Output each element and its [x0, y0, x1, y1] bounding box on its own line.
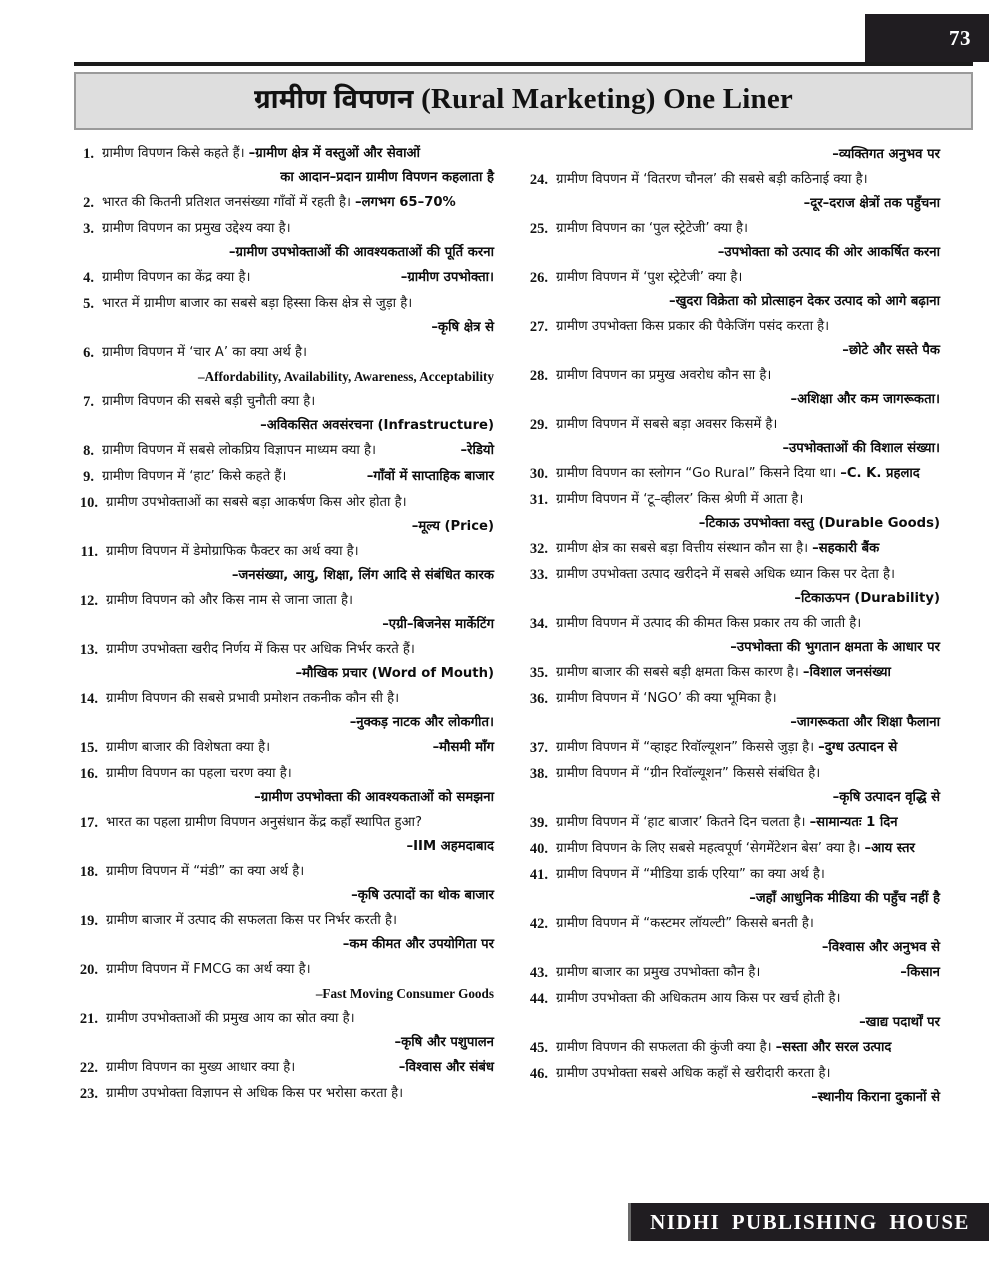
qa-entry [64, 1056, 494, 1080]
qa-body [106, 1082, 494, 1105]
qa-entry [64, 266, 494, 290]
qa-entry [64, 589, 494, 636]
qa-number: 39. [529, 815, 548, 831]
qa-entry [514, 961, 940, 985]
qa-number: 45. [529, 1040, 548, 1056]
qa-number: 6. [83, 345, 94, 361]
qa-line [556, 837, 940, 860]
qa-question: ग्रामीण विपणन का केंद्र क्या है। [102, 270, 251, 285]
qa-entry [64, 1082, 494, 1106]
qa-answer: –ग्रामीण उपभोक्ता। [400, 270, 494, 285]
qa-question: ग्रामीण विपणन की सफलता की कुंजी क्या है। [556, 1040, 772, 1055]
qa-number: 24. [529, 172, 548, 188]
qa-number: 11. [80, 544, 98, 560]
qa-entry [64, 736, 494, 760]
qa-entry [514, 863, 940, 910]
qa-question: ग्रामीण विपणन में ‘NGO’ की क्या भूमिका है। [556, 691, 777, 706]
qa-number: 36. [529, 691, 548, 707]
qa-number: 26. [529, 270, 548, 286]
qa-number: 40. [529, 841, 548, 857]
qa-question: ग्रामीण उपभोक्ता उत्पाद खरीदने में सबसे अधिक ध्यान किस पर देता है। [556, 567, 896, 582]
qa-entry [514, 364, 940, 411]
qa-number: 20. [79, 962, 98, 978]
qa-question: ग्रामीण विपणन किसे कहते हैं। [102, 146, 245, 161]
qa-answer-continuation: –मूल्य (Price) [411, 519, 494, 534]
right-column [502, 142, 940, 1172]
page-number-badge [865, 14, 989, 62]
qa-question: ग्रामीण विपणन में ‘वितरण चौनल’ की सबसे बड़ी कठिनाई क्या है। [556, 172, 868, 187]
qa-entry [64, 540, 494, 587]
qa-body [556, 736, 940, 759]
qa-body [106, 958, 494, 1005]
qa-answer: –दुग्ध उत्पादन से [818, 740, 898, 755]
qa-entry [64, 762, 494, 809]
qa-number: 5. [83, 296, 94, 312]
qa-number: 37. [529, 740, 548, 756]
qa-number: 4. [83, 270, 94, 286]
qa-answer: –लगभग 65–70% [355, 195, 456, 210]
qa-question: ग्रामीण विपणन को और किस नाम से जाना जाता है। [106, 593, 353, 608]
qa-answer: –मौसमी माँग [432, 740, 494, 755]
qa-body [556, 315, 940, 362]
qa-entry [514, 537, 940, 561]
qa-body [106, 909, 494, 956]
qa-number: 42. [529, 916, 548, 932]
qa-body [556, 961, 940, 984]
qa-entry [514, 837, 940, 861]
qa-entry [64, 217, 494, 264]
qa-answer-continuation: –कृषि उत्पादन वृद्धि से [832, 790, 940, 805]
qa-answer-continuation: –जहाँ आधुनिक मीडिया की पहुँच नहीं है [749, 891, 940, 906]
qa-answer-continuation: –खाद्य पदार्थों पर [859, 1015, 940, 1030]
qa-body [102, 266, 494, 289]
qa-entry [64, 958, 494, 1005]
qa-line [102, 142, 494, 165]
qa-question: ग्रामीण विपणन में FMCG का अर्थ क्या है। [106, 962, 311, 977]
qa-question: भारत की कितनी प्रतिशत जनसंख्या गाँवों में रहती है। [102, 195, 351, 210]
qa-body [556, 563, 940, 610]
qa-entry [514, 1062, 940, 1109]
qa-body [102, 191, 494, 214]
qa-line [556, 736, 940, 759]
qa-entry [64, 341, 494, 388]
qa-entry [514, 612, 940, 659]
qa-question: ग्रामीण विपणन का प्रमुख अवरोध कौन सा है। [556, 368, 772, 383]
qa-question: ग्रामीण विपणन में उत्पाद की कीमत किस प्रकार तय की जाती है। [556, 616, 862, 631]
qa-question: ग्रामीण विपणन में “मीडिया डार्क एरिया” का क्या अर्थ है। [556, 867, 825, 882]
qa-answer: –C. K. प्रहलाद [840, 466, 920, 481]
qa-entry [514, 661, 940, 685]
qa-number: 38. [529, 766, 548, 782]
qa-question: ग्रामीण विपणन में “ग्रीन रिवॉल्यूशन” किससे संबंधित है। [556, 766, 821, 781]
qa-question: ग्रामीण विपणन का स्लोगन “Go Rural” किसने दिया था। [556, 466, 837, 481]
qa-answer-continuation: –छोटे और सस्ते पैक [842, 343, 940, 358]
page-title [254, 83, 793, 120]
qa-answer-continuation: –कृषि क्षेत्र से [431, 320, 494, 335]
qa-body [106, 1056, 494, 1079]
qa-body [556, 1062, 940, 1109]
qa-body [556, 266, 940, 313]
qa-number: 16. [79, 766, 98, 782]
header-divider-rule [74, 62, 973, 66]
qa-entry [64, 142, 494, 189]
qa-question: ग्रामीण बाजार में उत्पाद की सफलता किस पर निर्भर करती है। [106, 913, 398, 928]
publisher-name: NIDHI PUBLISHING HOUSE [650, 1209, 970, 1234]
qa-answer: –सामान्यतः 1 दिन [809, 815, 898, 830]
qa-entry [514, 687, 940, 734]
two-column-body [64, 142, 940, 1172]
qa-answer: –रेडियो [460, 443, 494, 458]
qa-question: ग्रामीण विपणन का ‘पुल स्ट्रेटेजी’ क्या है। [556, 221, 749, 236]
qa-number: 14. [79, 691, 98, 707]
qa-answer-continuation: –नुक्कड़ नाटक और लोकगीत। [349, 715, 494, 730]
qa-entry [64, 191, 494, 215]
qa-answer: –आय स्तर [864, 841, 915, 856]
qa-entry [64, 390, 494, 437]
qa-line [102, 266, 494, 289]
qa-number: 46. [529, 1066, 548, 1082]
left-column [64, 142, 502, 1172]
qa-number: 19. [79, 913, 98, 929]
qa-question: ग्रामीण विपणन का मुख्य आधार क्या है। [106, 1060, 296, 1075]
qa-answer-continuation: का आदान–प्रदान ग्रामीण विपणन कहलाता है [280, 170, 494, 185]
qa-entry [514, 315, 940, 362]
qa-number: 2. [83, 195, 94, 211]
qa-answer-continuation: –ग्रामीण उपभोक्ताओं की आवश्यकताओं की पूर्ति करना [228, 245, 494, 260]
qa-line [556, 661, 940, 684]
qa-body [556, 413, 940, 460]
qa-question: ग्रामीण बाजार का प्रमुख उपभोक्ता कौन है। [556, 965, 761, 980]
qa-answer-continuation: –एग्री–बिजनेस मार्केटिंग [382, 617, 494, 632]
qa-body [106, 762, 494, 809]
qa-answer-continuation: –विश्वास और अनुभव से [821, 940, 940, 955]
qa-entry [64, 860, 494, 907]
qa-line [106, 736, 494, 759]
qa-answer-continuation: –कृषि उत्पादों का थोक बाजार [351, 888, 494, 903]
qa-number: 28. [529, 368, 548, 384]
qa-question: ग्रामीण विपणन में सबसे लोकप्रिय विज्ञापन माध्यम क्या है। [102, 443, 376, 458]
qa-entry [514, 1036, 940, 1060]
qa-number: 17. [79, 815, 98, 831]
qa-answer: –किसान [900, 965, 940, 980]
qa-body [106, 638, 494, 685]
qa-body [106, 491, 494, 538]
qa-question: ग्रामीण विपणन में ‘टू–व्हीलर’ किस श्रेणी में आता है। [556, 492, 804, 507]
qa-body [556, 537, 940, 560]
qa-number: 3. [83, 221, 94, 237]
qa-entry [514, 987, 940, 1034]
qa-entry [514, 488, 940, 535]
qa-question: ग्रामीण विपणन के लिए सबसे महत्वपूर्ण ‘सेगमेंटेशन बेस’ क्या है। [556, 841, 861, 856]
qa-answer-continuation: –जनसंख्या, आयु, शिक्षा, लिंग आदि से संबंधित कारक [231, 568, 494, 583]
qa-entry [514, 912, 940, 959]
qa-body [102, 217, 494, 264]
qa-question: ग्रामीण बाजार की सबसे बड़ी क्षमता किस कारण है। [556, 665, 799, 680]
qa-entry [64, 909, 494, 956]
qa-entry [64, 811, 494, 858]
qa-line [556, 1036, 940, 1059]
qa-body [556, 863, 940, 910]
qa-answer-continuation: –उपभोक्ता की भुगतान क्षमता के आधार पर [730, 640, 940, 655]
qa-number: 43. [529, 965, 548, 981]
qa-question: ग्रामीण विपणन की सबसे बड़ी चुनौती क्या है। [102, 394, 316, 409]
qa-answer-continuation: –Affordability, Availability, Awareness, Acceptability [198, 369, 494, 384]
qa-number: 22. [79, 1060, 98, 1076]
qa-answer-continuation: –जागरूकता और शिक्षा फैलाना [790, 715, 940, 730]
qa-answer-continuation: –IIM अहमदाबाद [406, 839, 494, 854]
qa-number: 30. [529, 466, 548, 482]
qa-body [556, 987, 940, 1034]
qa-question: ग्रामीण उपभोक्ताओं की प्रमुख आय का स्रोत क्या है। [106, 1011, 355, 1026]
qa-answer: –ग्रामीण क्षेत्र में वस्तुओं और सेवाओं [248, 146, 420, 161]
publisher-footer-bar [628, 1203, 989, 1241]
qa-line [102, 439, 494, 462]
qa-question: ग्रामीण क्षेत्र का सबसे बड़ा वित्तीय संस्थान कौन सा है। [556, 541, 809, 556]
qa-body [556, 912, 940, 959]
qa-number: 34. [529, 616, 548, 632]
qa-body [106, 540, 494, 587]
qa-question: ग्रामीण उपभोक्ता सबसे अधिक कहाँ से खरीदारी करता है। [556, 1066, 831, 1081]
qa-question: भारत का पहला ग्रामीण विपणन अनुसंधान केंद्र कहाँ स्थापित हुआ? [106, 815, 422, 830]
page-title-latin: (Rural Marketing) One Liner [421, 82, 793, 115]
qa-entry [514, 413, 940, 460]
qa-answer-continuation: –टिकाऊपन (Durability) [794, 591, 940, 606]
qa-body [556, 462, 940, 485]
qa-question: ग्रामीण विपणन में ‘पुश स्ट्रेटेजी’ क्या है। [556, 270, 743, 285]
qa-answer: –विश्वास और संबंध [398, 1060, 494, 1075]
qa-number: 31. [529, 492, 548, 508]
qa-answer: –सस्ता और सरल उत्पाद [775, 1040, 892, 1055]
qa-body [102, 142, 494, 189]
qa-answer-continuation: –कम कीमत और उपयोगिता पर [342, 937, 494, 952]
chapter-title-bar [74, 72, 973, 130]
qa-question: ग्रामीण उपभोक्ता किस प्रकार की पैकेजिंग पसंद करता है। [556, 319, 830, 334]
qa-body [556, 217, 940, 264]
qa-body [102, 439, 494, 462]
qa-body [556, 762, 940, 809]
qa-line [102, 191, 494, 214]
qa-line [556, 462, 940, 485]
qa-answer-continuation: –स्थानीय किराना दुकानों से [811, 1090, 940, 1105]
qa-body [102, 465, 494, 488]
qa-body [556, 687, 940, 734]
qa-question: ग्रामीण विपणन में ‘हाट’ किसे कहते हैं। [102, 469, 287, 484]
qa-number: 35. [529, 665, 548, 681]
qa-line [556, 811, 940, 834]
qa-question: ग्रामीण विपणन में डेमोग्राफिक फैक्टर का अर्थ क्या है। [106, 544, 359, 559]
qa-answer-continuation: –अविकसित अवसंरचना (Infrastructure) [260, 418, 494, 433]
qa-number: 13. [79, 642, 98, 658]
qa-entry [514, 217, 940, 264]
qa-question: ग्रामीण उपभोक्ता खरीद निर्णय में किस पर अधिक निर्भर करते हैं। [106, 642, 415, 657]
qa-body [556, 837, 940, 860]
qa-number: 33. [529, 567, 548, 583]
qa-question: ग्रामीण उपभोक्ता की अधिकतम आय किस पर खर्च होती है। [556, 991, 841, 1006]
qa-number: 10. [79, 495, 98, 511]
qa-entry [514, 266, 940, 313]
qa-entry [514, 462, 940, 486]
qa-number: 8. [83, 443, 94, 459]
qa-answer-continuation: –टिकाऊ उपभोक्ता वस्तु (Durable Goods) [698, 516, 940, 531]
qa-number: 29. [529, 417, 548, 433]
qa-answer-continuation: –उपभोक्ता को उत्पाद की ओर आकर्षित करना [717, 245, 940, 260]
qa-number: 1. [83, 146, 94, 162]
qa-answer: –विशाल जनसंख्या [802, 665, 891, 680]
qa-entry [514, 142, 940, 166]
qa-question: ग्रामीण विपणन की सबसे प्रभावी प्रमोशन तकनीक कौन सी है। [106, 691, 400, 706]
qa-question: ग्रामीण विपणन का पहला चरण क्या है। [106, 766, 292, 781]
qa-number: 7. [83, 394, 94, 410]
qa-question: ग्रामीण उपभोक्ता विज्ञापन से अधिक किस पर भरोसा करता है। [106, 1086, 404, 1101]
qa-body [106, 736, 494, 759]
qa-entry [64, 638, 494, 685]
qa-line [102, 465, 494, 488]
qa-answer-continuation: –मौखिक प्रचार (Word of Mouth) [295, 666, 494, 681]
qa-answer-continuation: –उपभोक्ताओं की विशाल संख्या। [782, 441, 940, 456]
qa-number: 25. [529, 221, 548, 237]
qa-entry [64, 1007, 494, 1054]
qa-body [556, 168, 940, 215]
qa-line [556, 961, 940, 984]
qa-body [556, 1036, 940, 1059]
qa-answer-continuation: –Fast Moving Consumer Goods [315, 986, 494, 1001]
qa-entry [64, 687, 494, 734]
qa-body [556, 612, 940, 659]
qa-body [106, 1007, 494, 1054]
qa-answer-continuation: –व्यक्तिगत अनुभव पर [832, 147, 940, 162]
qa-number: 44. [529, 991, 548, 1007]
qa-entry [514, 762, 940, 809]
qa-number: 41. [529, 867, 548, 883]
qa-question: ग्रामीण विपणन में “कस्टमर लॉयल्टी” किससे बनती है। [556, 916, 814, 931]
qa-answer-continuation: –दूर–दराज क्षेत्रों तक पहुँचना [803, 196, 940, 211]
qa-question: ग्रामीण विपणन में ‘हाट बाजार’ कितने दिन चलता है। [556, 815, 806, 830]
qa-question: ग्रामीण उपभोक्ताओं का सबसे बड़ा आकर्षण किस ओर होता है। [106, 495, 407, 510]
qa-entry [514, 736, 940, 760]
qa-entry [514, 811, 940, 835]
qa-number: 32. [529, 541, 548, 557]
qa-number: 12. [79, 593, 98, 609]
qa-answer-continuation: –खुदरा विक्रेता को प्रोत्साहन देकर उत्पाद को आगे बढ़ाना [669, 294, 940, 309]
qa-body [556, 811, 940, 834]
qa-answer: –गाँवों में साप्ताहिक बाजार [366, 469, 494, 484]
qa-entry [514, 168, 940, 215]
qa-body [106, 860, 494, 907]
qa-answer: –सहकारी बैंक [812, 541, 880, 556]
qa-number: 27. [529, 319, 548, 335]
qa-answer-continuation: –कृषि और पशुपालन [394, 1035, 494, 1050]
qa-body [556, 488, 940, 535]
qa-body [106, 687, 494, 734]
qa-body [556, 661, 940, 684]
qa-line [556, 537, 940, 560]
qa-body [102, 341, 494, 388]
qa-body [102, 390, 494, 437]
qa-number: 23. [79, 1086, 98, 1102]
qa-number: 18. [79, 864, 98, 880]
qa-question: ग्रामीण विपणन में “व्हाइट रिवॉल्यूशन” किससे जुड़ा है। [556, 740, 815, 755]
qa-line [106, 1056, 494, 1079]
qa-question: भारत में ग्रामीण बाजार का सबसे बड़ा हिस्सा किस क्षेत्र से जुड़ा है। [102, 296, 413, 311]
qa-number: 9. [83, 469, 94, 485]
qa-body [552, 142, 940, 166]
qa-question: ग्रामीण विपणन का प्रमुख उद्देश्य क्या है। [102, 221, 291, 236]
qa-entry [64, 465, 494, 489]
qa-entry [514, 563, 940, 610]
qa-entry [64, 491, 494, 538]
qa-body [106, 589, 494, 636]
qa-entry [64, 439, 494, 463]
qa-body [102, 292, 494, 339]
qa-answer-continuation: –अशिक्षा और कम जागरूकता। [790, 392, 940, 407]
qa-answer-continuation: –ग्रामीण उपभोक्ता की आवश्यकताओं को समझना [254, 790, 494, 805]
qa-question: ग्रामीण विपणन में सबसे बड़ा अवसर किसमें है। [556, 417, 778, 432]
page-title-hindi: ग्रामीण विपणन [253, 84, 414, 120]
qa-question: ग्रामीण विपणन में “मंडी” का क्या अर्थ है। [106, 864, 305, 879]
page-number: 73 [949, 25, 971, 50]
qa-body [106, 811, 494, 858]
qa-number: 15. [79, 740, 98, 756]
qa-question: ग्रामीण बाजार की विशेषता क्या है। [106, 740, 271, 755]
qa-number: 21. [79, 1011, 98, 1027]
qa-body [556, 364, 940, 411]
qa-question: ग्रामीण विपणन में ‘चार A’ का क्या अर्थ है। [102, 345, 307, 360]
qa-entry [64, 292, 494, 339]
